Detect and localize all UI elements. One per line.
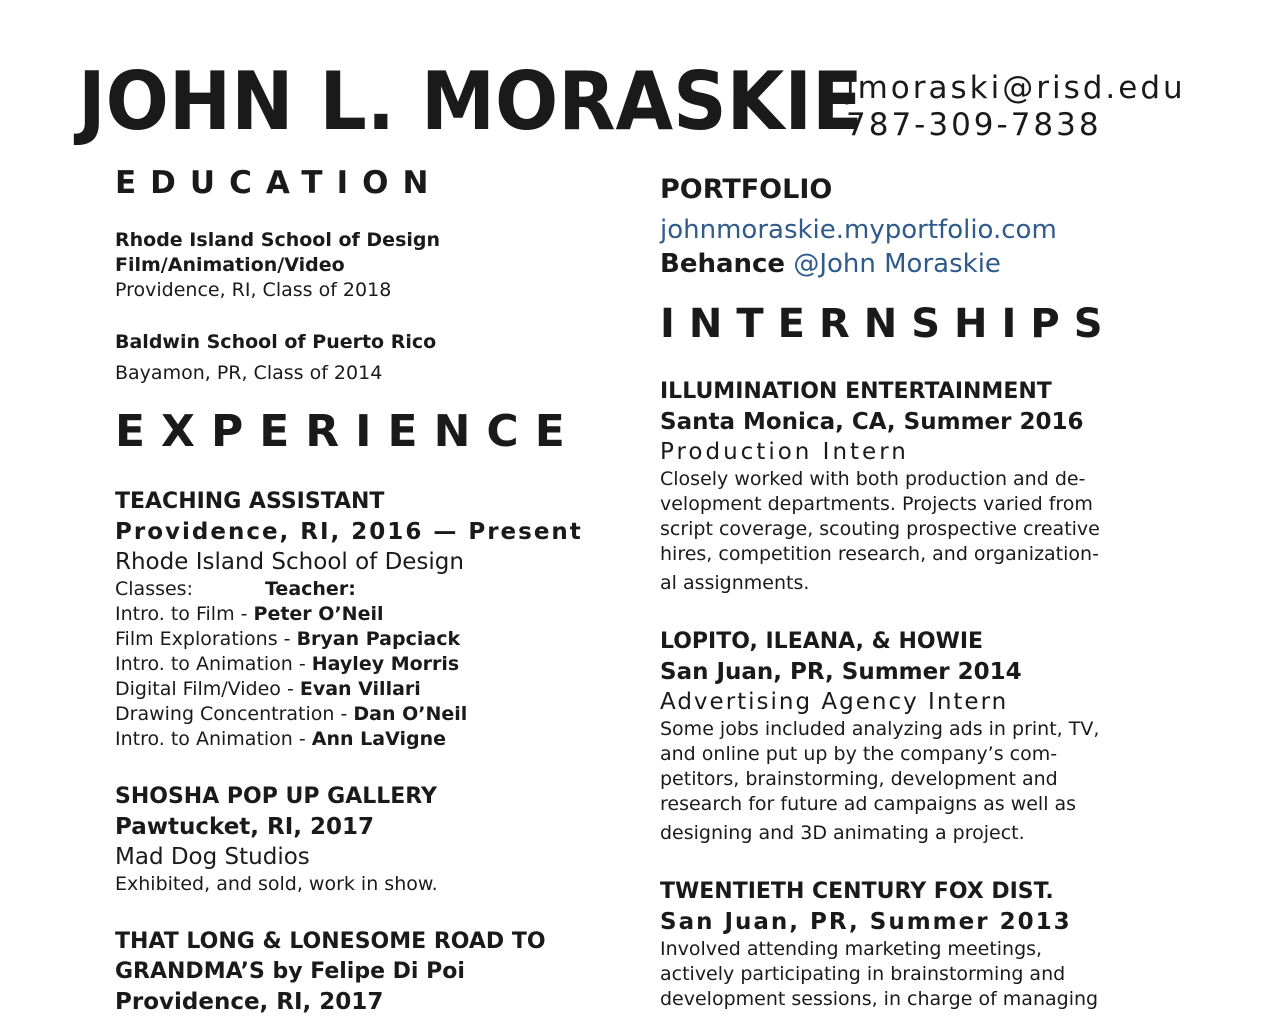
internship-company: LOPITO, ILEANA, & HOWIE: [660, 629, 984, 654]
job-title: SHOSHA POP UP GALLERY: [115, 784, 437, 809]
internship-desc-line: development sessions, in charge of managing: [660, 988, 1099, 1010]
class-teacher: Evan Villari: [299, 678, 421, 700]
internship-location: San Juan, PR, Summer 2014: [660, 659, 1022, 685]
internship-desc-line: actively participating in brainstorming and: [660, 963, 1066, 985]
portfolio-heading: PORTFOLIO: [660, 174, 833, 205]
internship-2: [660, 627, 1099, 850]
internship-desc-line: al assignments.: [660, 572, 810, 594]
class-course: Intro. to Film -: [115, 603, 254, 625]
resume-name: JOHN L. MORASKIE: [78, 55, 863, 148]
portfolio-link[interactable]: johnmoraskie.myportfolio.com: [660, 215, 1057, 245]
job-location: Providence, RI, 2017: [115, 989, 384, 1015]
behance-label: Behance: [660, 249, 786, 279]
class-course: Intro. to Animation -: [115, 653, 312, 675]
internship-desc-line: hires, competition research, and organization-: [660, 543, 1099, 565]
internships-heading: INTERNSHIPS: [660, 301, 1117, 347]
internship-desc-line: research for future ad campaigns as well as: [660, 793, 1077, 815]
class-row: [115, 627, 583, 652]
job-location: Providence, RI, 2016 — Present: [115, 519, 583, 545]
phone-number: 787-309-7838: [846, 107, 1102, 143]
class-teacher: Bryan Papciack: [296, 628, 461, 650]
internship-location: Santa Monica, CA, Summer 2016: [660, 409, 1084, 435]
contact-block: [846, 70, 1186, 144]
internship-role: Production Intern: [660, 439, 909, 465]
behance-line: [660, 247, 1057, 281]
internship-desc-line: and online put up by the company’s com-: [660, 743, 1058, 765]
class-course: Digital Film/Video -: [115, 678, 300, 700]
job-org: Mad Dog Studios: [115, 844, 310, 870]
class-teacher: Ann LaVigne: [311, 728, 446, 750]
job-org: Rhode Island School of Design: [115, 549, 464, 575]
experience-job-3: [115, 927, 546, 1017]
education-school-2: [115, 328, 436, 390]
internship-3: [660, 877, 1098, 1012]
class-course: Drawing Concentration -: [115, 703, 354, 725]
school-detail: Providence, RI, Class of 2018: [115, 279, 392, 301]
internship-desc-line: velopment departments. Projects varied from: [660, 493, 1093, 515]
class-row: [115, 652, 583, 677]
internship-role: Advertising Agency Intern: [660, 689, 1009, 715]
school-program: Film/Animation/Video: [115, 254, 345, 276]
class-row: [115, 677, 583, 702]
internship-desc-line: script coverage, scouting prospective creative: [660, 518, 1100, 540]
class-row: [115, 602, 583, 627]
school-name: Baldwin School of Puerto Rico: [115, 331, 437, 353]
internship-company: TWENTIETH CENTURY FOX DIST.: [660, 879, 1054, 904]
internship-1: [660, 377, 1100, 600]
class-row: [115, 702, 583, 727]
class-teacher: Peter O’Neil: [253, 603, 384, 625]
education-heading: EDUCATION: [115, 165, 443, 201]
behance-link[interactable]: @John Moraskie: [793, 249, 1001, 279]
internship-company: ILLUMINATION ENTERTAINMENT: [660, 379, 1052, 404]
internship-desc-line: Some jobs included analyzing ads in print, TV,: [660, 718, 1100, 740]
job-title-line2: GRANDMA’S by Felipe Di Poi: [115, 959, 465, 984]
education-school-1: [115, 228, 440, 303]
portfolio-block: [660, 213, 1057, 281]
internship-location: San Juan, PR, Summer 2013: [660, 909, 1072, 935]
internship-desc-line: Closely worked with both production and de-: [660, 468, 1086, 490]
job-title-line1: THAT LONG & LONESOME ROAD TO: [115, 929, 546, 954]
job-desc: Exhibited, and sold, work in show.: [115, 873, 438, 895]
experience-job-2: [115, 782, 438, 897]
classes-label: Classes:: [115, 578, 193, 600]
class-teacher: Hayley Morris: [311, 653, 460, 675]
experience-heading: EXPERIENCE: [115, 406, 581, 457]
classes-header: [115, 577, 583, 602]
class-course: Film Explorations -: [115, 628, 297, 650]
class-row: [115, 727, 583, 752]
school-detail: Bayamon, PR, Class of 2014: [115, 362, 383, 384]
teacher-label: Teacher:: [265, 578, 356, 600]
experience-job-1: [115, 487, 583, 752]
school-name: Rhode Island School of Design: [115, 229, 441, 251]
internship-desc-line: designing and 3D animating a project.: [660, 822, 1025, 844]
class-teacher: Dan O’Neil: [353, 703, 468, 725]
class-course: Intro. to Animation -: [115, 728, 312, 750]
internship-desc-line: Involved attending marketing meetings,: [660, 938, 1043, 960]
email-link[interactable]: jmoraski@risd.edu: [846, 70, 1186, 106]
internship-desc-line: petitors, brainstorming, development and: [660, 768, 1058, 790]
job-title: TEACHING ASSISTANT: [115, 489, 385, 514]
job-location: Pawtucket, RI, 2017: [115, 814, 375, 840]
